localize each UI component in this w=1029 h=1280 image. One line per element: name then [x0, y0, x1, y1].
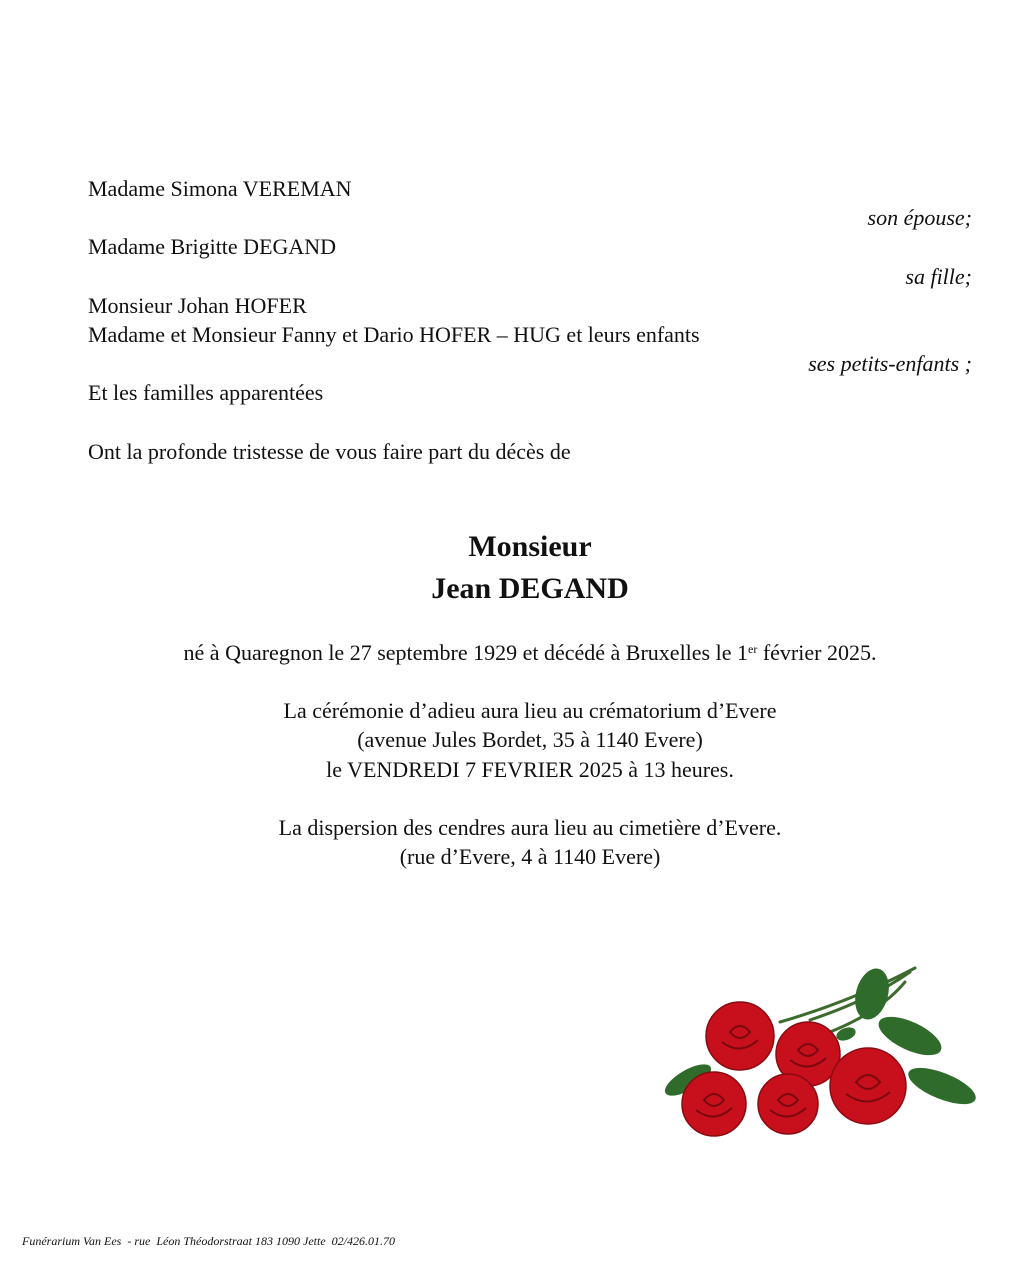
daughter-role: sa fille; [905, 263, 972, 289]
funeral-home-footer: Funérarium Van Ees - rue Léon Théodorstraat 183 1090 Jette 02/426.01.70 [22, 1234, 395, 1248]
ordinal-superscript: er [748, 642, 758, 656]
birth-death-line [0, 638, 1029, 667]
spacer [0, 784, 1029, 813]
birth-death-text: né à Quaregnon le 27 septembre 1929 et décédé à Bruxelles le 1 [183, 640, 748, 665]
announcement-line: Ont la profonde tristesse de vous faire part du décès de [88, 438, 571, 464]
ceremony-line-3: le VENDREDI 7 FEVRIER 2025 à 13 heures. [326, 756, 734, 782]
grandchild-name-1: Monsieur Johan HOFER [88, 292, 307, 318]
grandchildren-role: ses petits-enfants ; [808, 351, 972, 377]
spacer [0, 667, 1029, 696]
grandchild-name-2: Madame et Monsieur Fanny et Dario HOFER – HUG et leurs enfants [88, 322, 700, 348]
deceased-name: Jean DEGAND [431, 572, 629, 605]
spacer [88, 408, 972, 437]
birth-death-date-end: février 2025. [757, 640, 877, 665]
ceremony-line-1: La cérémonie d’adieu aura lieu au crématorium d’Evere [283, 698, 777, 724]
relatives-line: Et les familles apparentées [88, 380, 324, 406]
dispersion-line-2: (rue d’Evere, 4 à 1140 Evere) [399, 844, 661, 870]
dispersion-line-1: La dispersion des cendres aura lieu au cimetière d’Evere. [278, 814, 782, 840]
details-block [0, 638, 1029, 871]
deceased-block [0, 526, 1029, 610]
family-list [88, 174, 972, 466]
red-roses-icon [660, 962, 980, 1140]
deceased-title: Monsieur [468, 530, 592, 563]
spouse-role: son épouse; [867, 205, 972, 231]
ceremony-line-2: (avenue Jules Bordet, 35 à 1140 Evere) [357, 727, 703, 753]
spouse-name: Madame Simona VEREMAN [88, 176, 352, 201]
daughter-name: Madame Brigitte DEGAND [88, 234, 337, 260]
